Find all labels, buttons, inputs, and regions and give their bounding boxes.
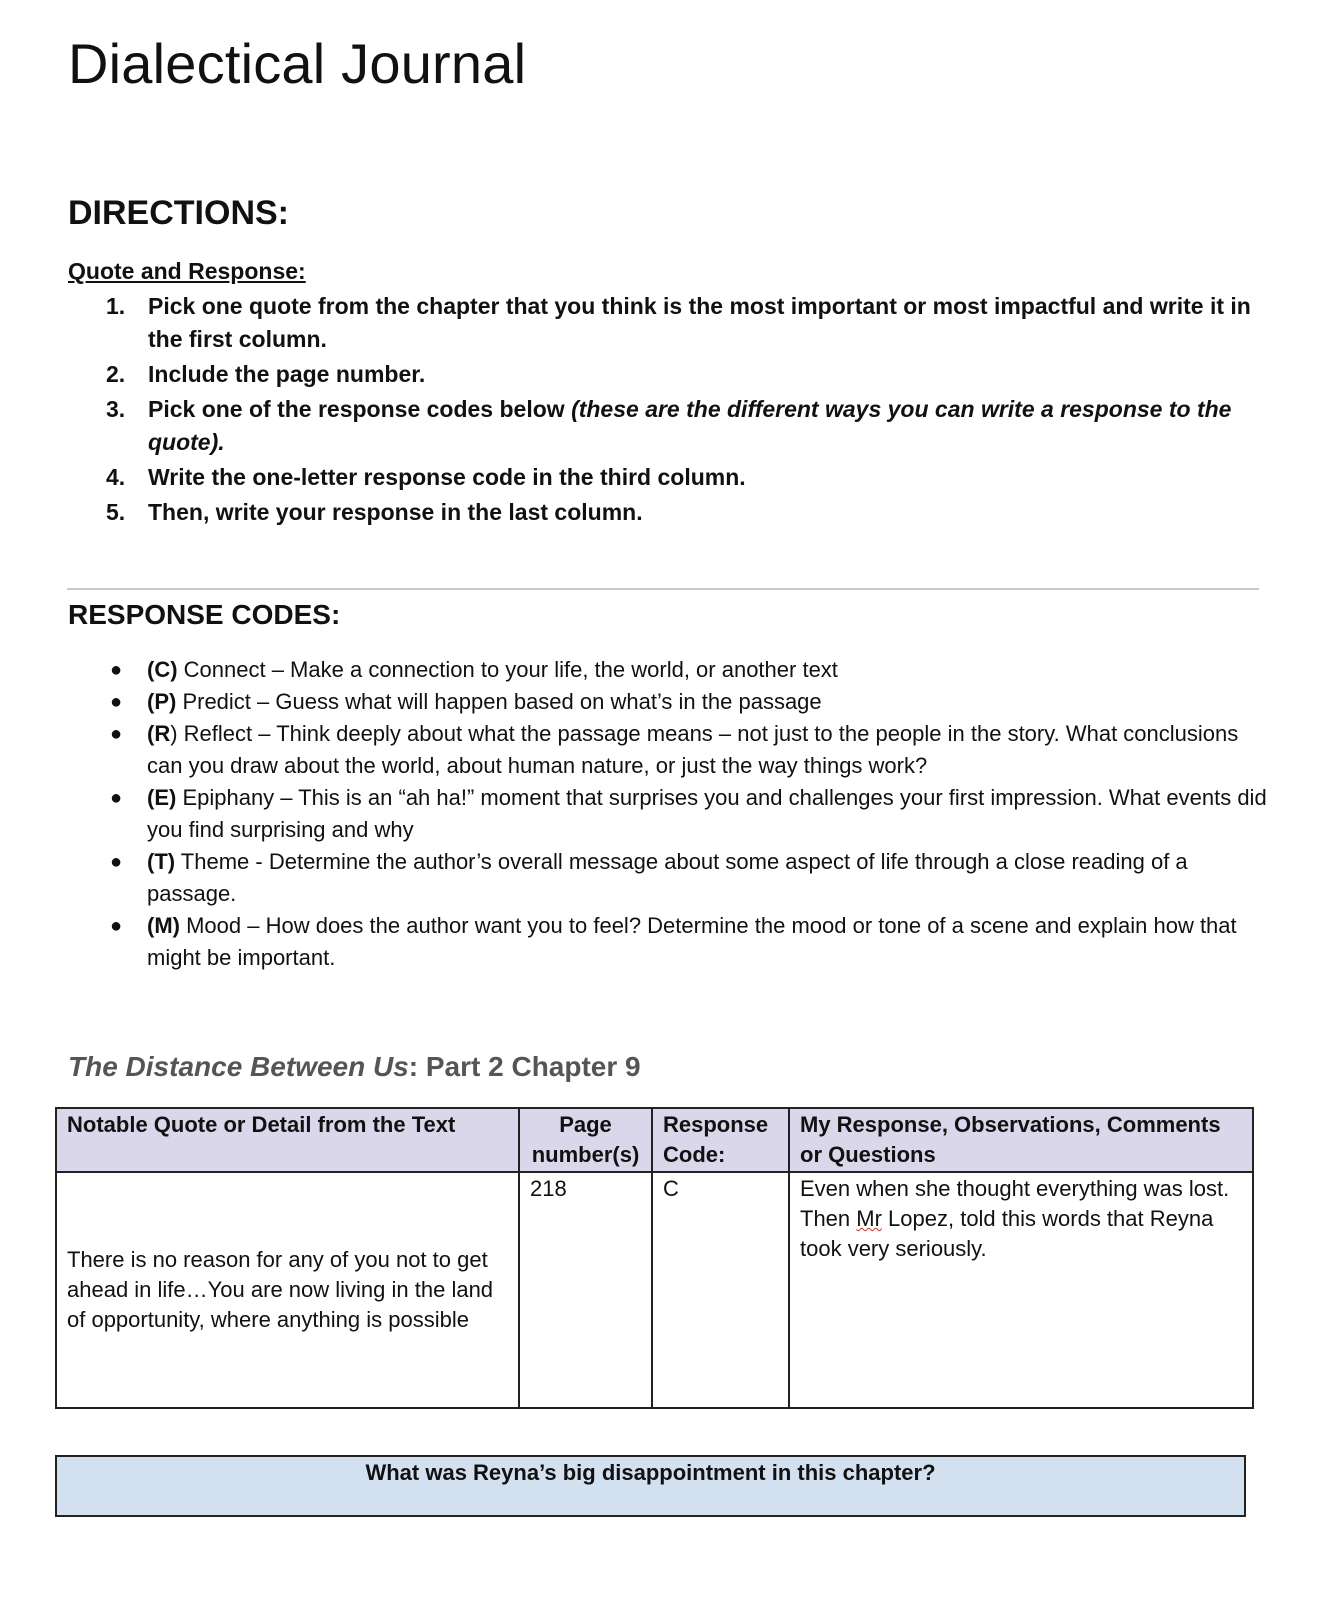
bullet-icon: ●: [110, 691, 123, 713]
response-code-item: [68, 654, 1268, 686]
response-codes-heading: RESPONSE CODES:: [68, 599, 341, 630]
quote-cell[interactable]: [56, 1172, 519, 1408]
response-code-letter: (R: [147, 721, 171, 746]
question-box[interactable]: [55, 1455, 1246, 1517]
spelling-flagged-word: Mr: [856, 1206, 882, 1231]
header-quote: Notable Quote or Detail from the Text: [56, 1108, 519, 1172]
document-title: Dialectical Journal: [68, 32, 527, 95]
response-code-description: Connect – Make a connection to your life, the world, or another text: [177, 657, 838, 682]
step-number: 1.: [106, 293, 126, 319]
response-code-letter: (E): [147, 785, 177, 810]
header-page-number: Page number(s): [519, 1108, 652, 1172]
table-header-row: [56, 1108, 1253, 1172]
step-text: Pick one of the response codes below: [148, 396, 572, 422]
response-text-continued: Lopez, told this words that Reyna took very seriously.: [800, 1206, 1214, 1261]
horizontal-divider: [67, 588, 1259, 590]
step-number: 5.: [106, 499, 126, 525]
response-code-description: Epiphany – This is an “ah ha!” moment that surprises you and challenges your first impression. What events did you find surprising and why: [147, 785, 1267, 842]
response-code-description: ) Reflect – Think deeply about what the passage means – not just to the people in the story. What conclusions can you draw about the world, about human nature, or just the way things work?: [147, 721, 1239, 778]
response-code-description: Theme - Determine the author’s overall message about some aspect of life through a close reading of a passage.: [147, 849, 1188, 906]
quote-text: There is no reason for any of you not to get ahead in life…You are now living in the land of opportunity, where anything is possible: [67, 1247, 494, 1332]
response-text: Even when she thought everything was lost. Then: [800, 1176, 1230, 1231]
response-code-item: [68, 718, 1268, 782]
step-number: 4.: [106, 464, 126, 490]
step-text: Write the one-letter response code in the third column.: [148, 464, 746, 490]
direction-step: [68, 496, 1258, 529]
response-code-letter: (C): [147, 657, 178, 682]
chapter-label: : Part 2 Chapter 9: [408, 1051, 641, 1082]
bullet-icon: ●: [110, 851, 123, 873]
journal-table: [55, 1107, 1254, 1409]
question-text: What was Reyna’s big disappointment in this chapter?: [365, 1460, 936, 1485]
header-response-code: Response Code:: [652, 1108, 789, 1172]
bullet-icon: ●: [110, 787, 123, 809]
response-code-letter: (P): [147, 689, 177, 714]
step-text: Pick one quote from the chapter that you think is the most important or most impactful and write it in the first column.: [148, 293, 1251, 352]
response-codes-list: [68, 654, 1268, 974]
table-row: [56, 1172, 1253, 1408]
direction-step: [68, 461, 1258, 494]
response-code-description: Mood – How does the author want you to feel? Determine the mood or tone of a scene and explain how that might be important.: [147, 913, 1237, 970]
book-chapter-heading: [68, 1050, 641, 1084]
directions-heading: DIRECTIONS:: [68, 194, 289, 232]
step-number: 3.: [106, 396, 126, 422]
response-code-item: [68, 782, 1268, 846]
bullet-icon: ●: [110, 915, 123, 937]
header-my-response: My Response, Observations, Comments or Questions: [789, 1108, 1253, 1172]
step-text: Include the page number.: [148, 361, 426, 387]
response-code-cell[interactable]: C: [652, 1172, 789, 1408]
response-code-description: Predict – Guess what will happen based on what’s in the passage: [176, 689, 822, 714]
direction-step: [68, 358, 1258, 391]
direction-step: [68, 393, 1258, 459]
quote-and-response-label: Quote and Response:: [68, 258, 306, 284]
step-text: Then, write your response in the last column.: [148, 499, 643, 525]
response-code-letter: (M): [147, 913, 180, 938]
response-code-letter: (T): [147, 849, 176, 874]
step-italic-text: (these are the different ways you can write a response to the quote).: [148, 396, 1232, 455]
response-code-item: [68, 910, 1268, 974]
directions-steps-list: [68, 290, 1258, 531]
step-number: 2.: [106, 361, 126, 387]
direction-step: [68, 290, 1258, 356]
response-code-item: [68, 686, 1268, 718]
my-response-cell[interactable]: [789, 1172, 1253, 1408]
book-title: The Distance Between Us: [68, 1051, 409, 1082]
response-code-item: [68, 846, 1268, 910]
bullet-icon: ●: [110, 723, 123, 745]
page-number-cell[interactable]: 218: [519, 1172, 652, 1408]
bullet-icon: ●: [110, 659, 123, 681]
